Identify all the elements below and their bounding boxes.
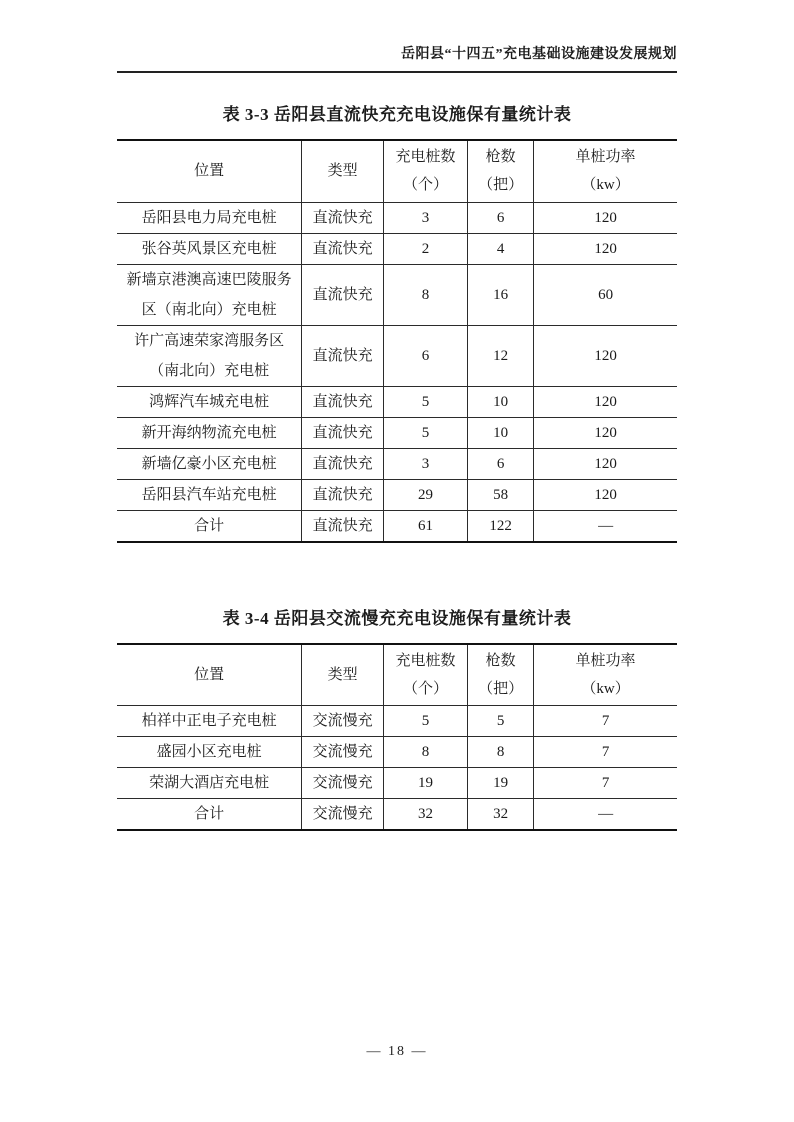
table-cell: 120 xyxy=(534,479,677,510)
table-cell: 122 xyxy=(468,510,534,542)
table-cell: — xyxy=(534,510,677,542)
table-cell: 6 xyxy=(468,202,534,233)
table-cell: 120 xyxy=(534,386,677,417)
column-header-line2: （kw） xyxy=(581,680,630,697)
table-cell: 7 xyxy=(534,706,677,737)
table-cell: 直流快充 xyxy=(302,448,384,479)
table-cell: 交流慢充 xyxy=(302,737,384,768)
stat-table xyxy=(117,139,677,543)
table-row xyxy=(117,386,677,417)
column-header xyxy=(468,140,534,202)
column-header-line1: 枪数 xyxy=(485,652,516,669)
table-cell: 8 xyxy=(468,737,534,768)
table-row xyxy=(117,799,677,831)
table-title: 表 3-3 岳阳县直流快充充电设施保有量统计表 xyxy=(222,105,572,124)
column-header xyxy=(302,140,384,202)
table-cell: 120 xyxy=(534,417,677,448)
column-header xyxy=(534,644,677,706)
table-cell: 合计 xyxy=(117,510,302,542)
table-row xyxy=(117,264,677,325)
page-number: — 18 — xyxy=(366,1044,428,1059)
table-cell: 5 xyxy=(384,386,468,417)
table-row xyxy=(117,417,677,448)
table-cell: 合计 xyxy=(117,799,302,831)
table-cell: 8 xyxy=(384,264,468,325)
table-cell: 新墙亿豪小区充电桩 xyxy=(117,448,302,479)
table-cell: 7 xyxy=(534,768,677,799)
table-cell: 3 xyxy=(384,202,468,233)
table-cell: 鸿辉汽车城充电桩 xyxy=(117,386,302,417)
column-header xyxy=(117,644,302,706)
table-row xyxy=(117,510,677,542)
table-cell: 120 xyxy=(534,325,677,386)
table-body xyxy=(117,202,677,542)
page-footer xyxy=(0,1044,794,1060)
table-cell: 120 xyxy=(534,202,677,233)
column-header-line1: 枪数 xyxy=(485,149,516,166)
column-header-line1: 位置 xyxy=(194,666,225,683)
table-cell: 荣湖大酒店充电桩 xyxy=(117,768,302,799)
page-header xyxy=(117,0,677,73)
table-cell: 6 xyxy=(384,325,468,386)
column-header-line1: 充电桩数 xyxy=(395,149,456,166)
table-cell: 16 xyxy=(468,264,534,325)
table-header xyxy=(117,644,677,706)
column-header-line2: （个） xyxy=(403,177,449,194)
table-cell: 直流快充 xyxy=(302,386,384,417)
table-cell: 61 xyxy=(384,510,468,542)
table-cell: 直流快充 xyxy=(302,479,384,510)
table-body xyxy=(117,706,677,831)
column-header xyxy=(384,140,468,202)
table-section xyxy=(117,607,677,832)
table-cell: — xyxy=(534,799,677,831)
column-header-line1: 类型 xyxy=(327,163,358,180)
table-row xyxy=(117,479,677,510)
table-cell: 2 xyxy=(384,233,468,264)
stat-table xyxy=(117,643,677,832)
table-cell: 直流快充 xyxy=(302,202,384,233)
table-cell: 3 xyxy=(384,448,468,479)
table-cell: 直流快充 xyxy=(302,417,384,448)
table-cell: 120 xyxy=(534,448,677,479)
table-cell: 岳阳县汽车站充电桩 xyxy=(117,479,302,510)
table-header xyxy=(117,140,677,202)
column-header xyxy=(468,644,534,706)
column-header xyxy=(534,140,677,202)
table-row xyxy=(117,706,677,737)
column-header-line2: （kw） xyxy=(581,177,630,194)
table-cell: 许广高速荣家湾服务区（南北向）充电桩 xyxy=(117,325,302,386)
table-cell: 6 xyxy=(468,448,534,479)
table-cell: 19 xyxy=(468,768,534,799)
table-cell: 张谷英风景区充电桩 xyxy=(117,233,302,264)
table-cell: 4 xyxy=(468,233,534,264)
table-cell: 交流慢充 xyxy=(302,799,384,831)
column-header-line1: 单桩功率 xyxy=(575,149,636,166)
table-cell: 直流快充 xyxy=(302,510,384,542)
column-header-line2: （把） xyxy=(478,680,524,697)
column-header-line1: 位置 xyxy=(194,163,225,180)
table-cell: 10 xyxy=(468,417,534,448)
column-header-line2: （把） xyxy=(478,177,524,194)
column-header-line2: （个） xyxy=(403,680,449,697)
table-cell: 岳阳县电力局充电桩 xyxy=(117,202,302,233)
column-header-line1: 类型 xyxy=(327,666,358,683)
table-row xyxy=(117,325,677,386)
table-cell: 交流慢充 xyxy=(302,768,384,799)
table-title: 表 3-4 岳阳县交流慢充充电设施保有量统计表 xyxy=(222,608,572,628)
table-cell: 10 xyxy=(468,386,534,417)
table-cell: 5 xyxy=(384,417,468,448)
header-row xyxy=(117,644,677,706)
tables-container xyxy=(117,103,677,831)
table-cell: 32 xyxy=(384,799,468,831)
table-cell: 交流慢充 xyxy=(302,706,384,737)
header-row xyxy=(117,140,677,202)
table-section xyxy=(117,103,677,543)
column-header xyxy=(302,644,384,706)
table-cell: 12 xyxy=(468,325,534,386)
table-cell: 直流快充 xyxy=(302,233,384,264)
table-cell: 19 xyxy=(384,768,468,799)
table-cell: 新开海纳物流充电桩 xyxy=(117,417,302,448)
table-cell: 5 xyxy=(384,706,468,737)
column-header-line1: 充电桩数 xyxy=(395,652,456,669)
table-cell: 5 xyxy=(468,706,534,737)
table-row xyxy=(117,768,677,799)
table-cell: 32 xyxy=(468,799,534,831)
table-row xyxy=(117,233,677,264)
table-cell: 60 xyxy=(534,264,677,325)
column-header-line1: 单桩功率 xyxy=(575,652,636,669)
table-row xyxy=(117,202,677,233)
table-cell: 8 xyxy=(384,737,468,768)
table-cell: 58 xyxy=(468,479,534,510)
column-header xyxy=(384,644,468,706)
table-cell: 7 xyxy=(534,737,677,768)
table-cell: 29 xyxy=(384,479,468,510)
table-cell: 新墙京港澳高速巴陵服务区（南北向）充电桩 xyxy=(117,264,302,325)
table-row xyxy=(117,737,677,768)
table-cell: 直流快充 xyxy=(302,264,384,325)
table-cell: 盛园小区充电桩 xyxy=(117,737,302,768)
table-cell: 120 xyxy=(534,233,677,264)
table-cell: 柏祥中正电子充电桩 xyxy=(117,706,302,737)
table-row xyxy=(117,448,677,479)
page-header-title: 岳阳县“十四五”充电基础设施建设发展规划 xyxy=(401,47,677,62)
table-cell: 直流快充 xyxy=(302,325,384,386)
column-header xyxy=(117,140,302,202)
